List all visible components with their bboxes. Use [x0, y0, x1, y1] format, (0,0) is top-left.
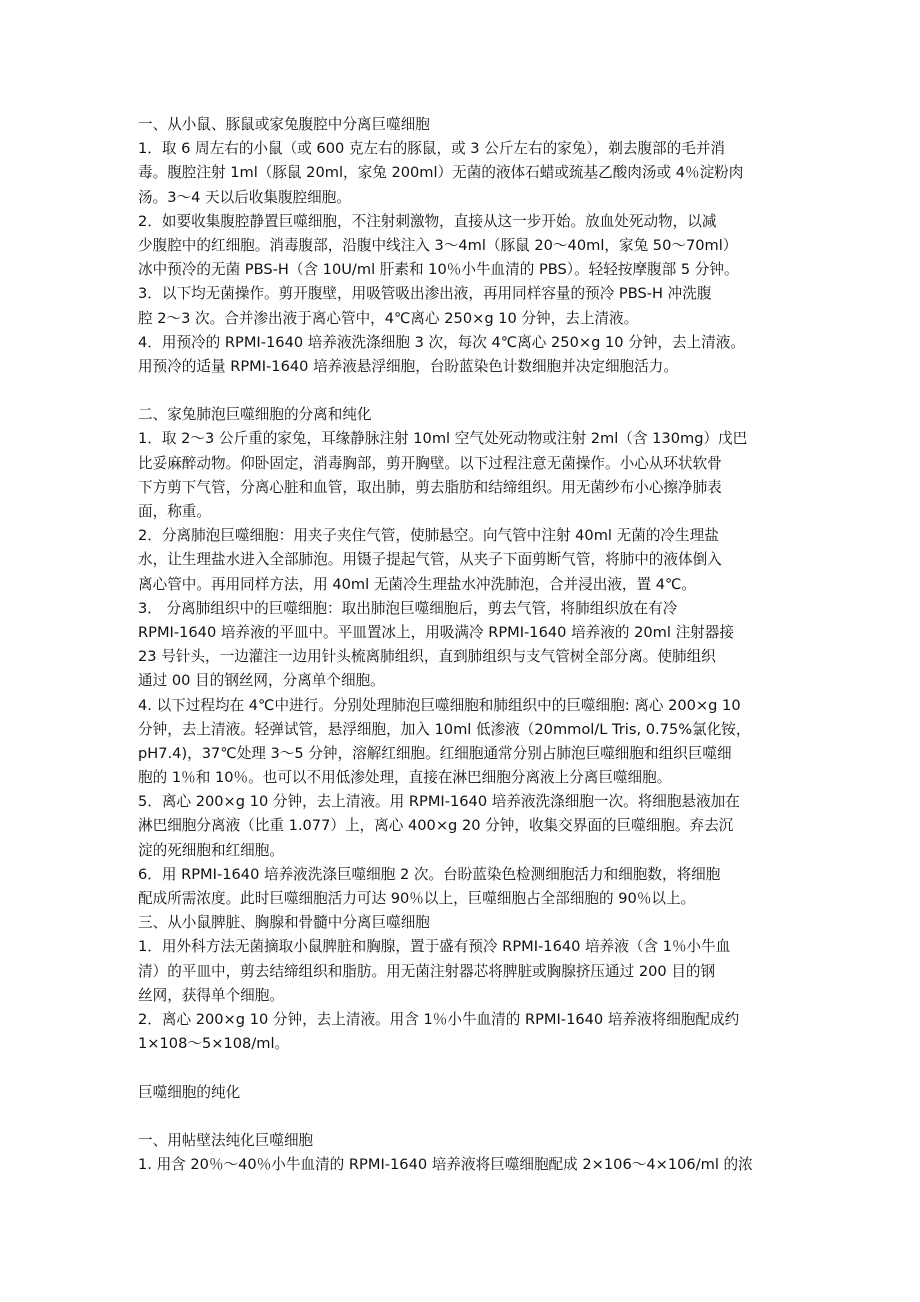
paragraph-line: 1．取 2～3 公斤重的家兔，耳缘静脉注射 10ml 空气处死动物或注射 2ml（含 130mg）戊巴 [138, 430, 748, 448]
section-heading [138, 113, 786, 137]
paragraph-line: 1．取 6 周左右的小鼠（或 600 克左右的豚鼠，或 3 公斤左右的家兔），剃去腹部的毛并消 [138, 140, 726, 158]
paragraph-line: 配成所需浓度。此时巨噬细胞活力可达 90％以上，巨噬细胞占全部细胞的 90％以上。 [138, 890, 696, 907]
document-body [138, 113, 786, 1177]
paragraph [138, 1008, 786, 1056]
paragraph-line: 水，让生理盐水进入全部肺泡。用镊子提起气管，从夹子下面剪断气管，将肺中的液体倒入 [138, 551, 722, 569]
paragraph-line: 23 号针头，一边灌注一边用针头梳离肺组织，直到肺组织与支气管树全部分离。使肺组织 [138, 648, 716, 666]
paragraph-line: 2．分离肺泡巨噬细胞：用夹子夹住气管，使肺悬空。向气管中注射 40ml 无菌的冷生理盐 [138, 527, 719, 545]
heading-text: 二、家兔肺泡巨噬细胞的分离和纯化 [138, 406, 372, 424]
paragraph-line: 丝网，获得单个细胞。 [138, 986, 284, 1004]
section-heading [138, 1129, 786, 1153]
paragraph-line: 下方剪下气管，分离心脏和血管，取出肺，剪去脂肪和结缔组织。用无菌纱布小心擦净肺表 [138, 478, 722, 496]
paragraph-line: 用预冷的适量 RPMI-1640 培养液悬浮细胞，台盼蓝染色计数细胞并决定细胞活力。 [138, 357, 678, 375]
paragraph [138, 210, 786, 283]
blank-line [138, 379, 786, 403]
paragraph-line: 少腹腔中的红细胞。消毒腹部，沿腹中线注入 3～4ml（豚鼠 20～40ml，家兔 50～70ml） [138, 236, 738, 254]
paragraph-line: 2．离心 200×g 10 分钟，去上清液。用含 1％小牛血清的 RPMI-1640 培养液将细胞配成约 [138, 1010, 740, 1028]
paragraph-line: 1. 用含 20％～40％小牛血清的 RPMI-1640 培养液将巨噬细胞配成 2×106～4×106/ml 的浓 [138, 1156, 753, 1174]
paragraph-line: 面，称重。 [138, 503, 211, 520]
paragraph-line: 毒。腹腔注射 1ml（豚鼠 20ml，家兔 200ml）无菌的液体石蜡或巯基乙酸肉汤或 4％淀粉肉 [138, 164, 744, 182]
paragraph-line: 淀的死细胞和红细胞。 [138, 841, 284, 859]
paragraph [138, 427, 786, 524]
section-heading [138, 1081, 786, 1105]
paragraph-line: pH7.4)，37℃处理 3～5 分钟，溶解红细胞。红细胞通常分别占肺泡巨噬细胞和组织巨噬细 [138, 744, 732, 762]
paragraph [138, 597, 786, 694]
section-heading [138, 403, 786, 427]
section-heading [138, 911, 786, 935]
paragraph-line: 2．如要收集腹腔静置巨噬细胞，不注射刺激物，直接从这一步开始。放血处死动物，以减 [138, 212, 717, 230]
blank-line [138, 1056, 786, 1080]
paragraph-line: 通过 00 目的钢丝网，分离单个细胞。 [138, 672, 385, 690]
paragraph [138, 694, 786, 791]
blank-line [138, 1105, 786, 1129]
paragraph-line: 冰中预冷的无菌 PBS-H（含 10U/ml 肝素和 10％小牛血清的 PBS）。轻轻按摩腹部 5 分钟。 [138, 261, 739, 279]
paragraph-line: 腔 2～3 次。合并渗出液于离心管中，4℃离心 250×g 10 分钟，去上清液。 [138, 309, 639, 327]
paragraph-line: 3．以下均无菌操作。剪开腹壁，用吸管吸出渗出液，再用同样容量的预冷 PBS-H 冲洗腹 [138, 285, 712, 303]
heading-text: 巨噬细胞的纯化 [138, 1083, 241, 1101]
paragraph [138, 524, 786, 597]
paragraph [138, 1153, 786, 1177]
paragraph-line: RPMI-1640 培养液的平皿中。平皿置冰上，用吸满冷 RPMI-1640 培养液的 20ml 注射器接 [138, 623, 734, 641]
paragraph-line: 1×108～5×108/ml。 [138, 1035, 290, 1053]
paragraph-line: 4．用预冷的 RPMI-1640 培养液洗涤细胞 3 次，每次 4℃离心 250×g 10 分钟，去上清液。 [138, 333, 745, 351]
paragraph-line: 5．离心 200×g 10 分钟，去上清液。用 RPMI-1640 培养液洗涤细胞一次。将细胞悬液加在 [138, 793, 740, 811]
paragraph [138, 935, 786, 1008]
paragraph-line: 分钟，去上清液。轻弹试管，悬浮细胞，加入 10ml 低渗液（20mmol/L Tris, 0.75%氯化铵， [138, 720, 751, 738]
paragraph [138, 790, 786, 863]
heading-text: 一、从小鼠、豚鼠或家兔腹腔中分离巨噬细胞 [138, 116, 430, 133]
paragraph-line: 清）的平皿中，剪去结缔组织和脂肪。用无菌注射器芯将脾脏或胸腺挤压通过 200 目的钢 [138, 962, 716, 980]
paragraph-line: 比妥麻醉动物。仰卧固定，消毒胸部，剪开胸壁。以下过程注意无菌操作。小心从环状软骨 [138, 454, 722, 472]
heading-text: 三、从小鼠脾脏、胸腺和骨髓中分离巨噬细胞 [138, 914, 430, 932]
paragraph [138, 863, 786, 911]
paragraph-line: 淋巴细胞分离液（比重 1.077）上，离心 400×g 20 分钟，收集交界面的巨噬细胞。弃去沉 [138, 817, 734, 835]
paragraph-line: 4. 以下过程均在 4℃中进行。分别处理肺泡巨噬细胞和肺组织中的巨噬细胞: 离心 200×g 10 [138, 696, 741, 714]
heading-text: 一、用帖壁法纯化巨噬细胞 [138, 1131, 314, 1149]
paragraph-line: 离心管中。再用同样方法，用 40ml 无菌冷生理盐水冲洗肺泡，合并浸出液，置 4℃。 [138, 575, 697, 593]
paragraph-line: 6．用 RPMI-1640 培养液洗涤巨噬细胞 2 次。台盼蓝染色检测细胞活力和细胞数，将细胞 [138, 865, 721, 883]
paragraph-line: 1．用外科方法无菌摘取小鼠脾脏和胸腺，置于盛有预冷 RPMI-1640 培养液（含 1％小牛血 [138, 938, 731, 956]
paragraph [138, 137, 786, 210]
paragraph [138, 282, 786, 330]
paragraph-line: 胞的 1％和 10％。也可以不用低渗处理，直接在淋巴细胞分离液上分离巨噬细胞。 [138, 769, 672, 787]
paragraph-line: 汤。3～4 天以后收集腹腔细胞。 [138, 188, 351, 206]
paragraph [138, 331, 786, 379]
paragraph-line: 3． 分离肺组织中的巨噬细胞：取出肺泡巨噬细胞后，剪去气管，将肺组织放在有冷 [138, 599, 678, 617]
